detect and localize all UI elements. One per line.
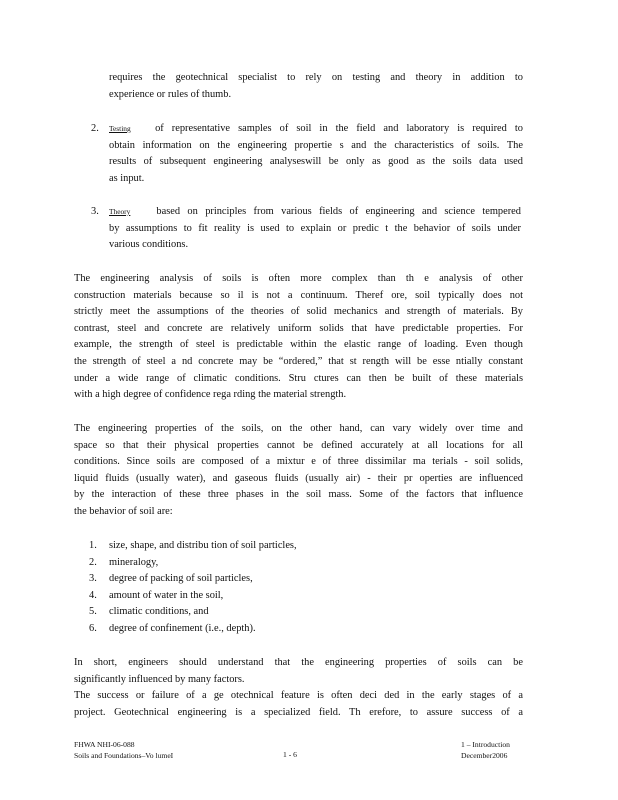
theory-item [109, 204, 521, 254]
text-line: Theory based on principles from various fields of engineering and science tempered [109, 204, 521, 221]
text-line: In short, engineers should understand that the engineering properties of soils can be [74, 657, 523, 668]
text-line: space so that their physical properties cannot be defined accurately at all locations for all [74, 439, 523, 451]
text-line: liquid fluids (usually water), and gaseous fluids (usually air) - their pr operties are influenced [74, 472, 523, 484]
text-line: example, the strength of steel is predictable within the elastic range of loading. Even though [74, 339, 523, 351]
list-item: 3. degree of packing of soil particles, [89, 573, 253, 585]
text-line: requires the geotechnical specialist to rely on testing and theory in addition to [109, 72, 523, 83]
text-line: strictly meet the assumptions of the theories of solid mechanics and strength of materials. By [74, 306, 523, 318]
text-line: contrast, steel and concrete are relatively uniform solids that have predictable properties. For [74, 322, 523, 334]
list-item: 5. climatic conditions, and [89, 606, 209, 618]
footer-volume: Soils and Foundations–Vo lumeI [74, 750, 174, 760]
text-line: with a high degree of confidence rega rding the material strength. [74, 389, 347, 401]
paragraph-properties [74, 421, 523, 521]
text-line: experience or rules of thumb. [109, 88, 232, 100]
text-line: The success or failure of a ge otechnical feature is often deci ded in the early stages of a [74, 690, 523, 701]
testing-item [109, 121, 523, 187]
keyword-testing: Testing [109, 124, 131, 133]
text-line: obtain information on the engineering propertie s and the characteristics of soils. The [109, 139, 523, 151]
text-line: conditions. Since soils are composed of a mixtur e of three dissimilar ma terials - soil solids, [74, 456, 523, 468]
text-line: The engineering analysis of soils is often more complex than th e analysis of other [74, 273, 523, 284]
factors-list [89, 538, 297, 638]
text-line: construction materials because so il is not a continuum. Theref ore, soil typically does not [74, 289, 523, 301]
text-line: project. Geotechnical engineering is a specialized field. Th erefore, to assure success of a [74, 706, 523, 718]
list-item: 6. degree of confinement (i.e., depth). [89, 622, 256, 634]
paragraph-analysis [74, 271, 523, 404]
keyword-theory: Theory [109, 207, 131, 216]
text-line: results of subsequent engineering analyseswill be only as good as the soils data used [109, 156, 523, 168]
text-line: the strength of steel a nd concrete may be “ordered,” that st rength will be esse ntially constant [74, 355, 523, 367]
text-line: The engineering properties of the soils, on the other hand, can vary widely over time and [74, 423, 523, 434]
footer-left [74, 740, 173, 761]
footer-right [461, 740, 510, 761]
text-line: Testing of representative samples of soil in the field and laboratory is required to [109, 121, 523, 138]
list-number: 3. [91, 206, 99, 217]
list-item: 2. mineralogy, [89, 556, 159, 568]
page-number: 1 - 6 [283, 750, 297, 759]
footer-document-id: FHWA NHI-06-088 [74, 740, 135, 749]
text-line: under a wide range of climatic conditions. Stru ctures can then be built of these materials [74, 372, 523, 384]
text-line: significantly influenced by many factors. [74, 673, 245, 685]
paragraph-success [74, 688, 523, 721]
text-line: by assumptions to fit reality is used to explain or predic t the behavior of soils under [109, 222, 521, 234]
text-line: various conditions. [109, 239, 189, 251]
paragraph-summary [74, 655, 523, 688]
list-number: 2. [91, 123, 99, 134]
list-item: 1. size, shape, and distribu tion of soil particles, [89, 540, 297, 551]
text-line: the behavior of soil are: [74, 505, 173, 517]
text-line: as input. [109, 172, 145, 184]
footer-date: December2006 [461, 750, 508, 760]
continuation-text [109, 70, 523, 103]
text-line: by the interaction of these three phases in the soil mass. Some of the factors that influence [74, 489, 523, 501]
footer-chapter: 1 – Introduction [461, 740, 510, 749]
list-item: 4. amount of water in the soil, [89, 589, 224, 601]
